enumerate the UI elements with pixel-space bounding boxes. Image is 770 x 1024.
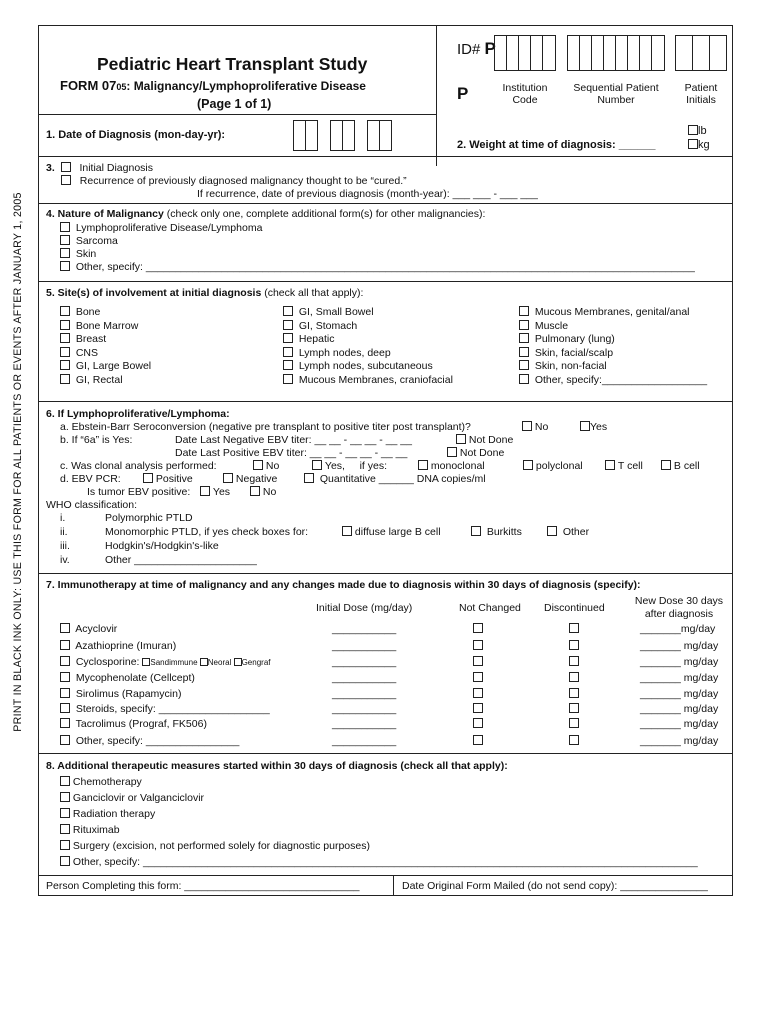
q3-recurrence: Recurrence of previously diagnosed malignancy thought to be “cured.”	[61, 175, 407, 188]
who-item-text: Monomorphic PTLD, if yes check boxes for:	[105, 526, 309, 538]
q8-label: 8. Additional therapeutic measures started within 30 days of diagnosis (check all that apply):	[46, 760, 508, 772]
who-diffuse: diffuse large B cell	[342, 526, 441, 539]
kg-checkbox[interactable]	[688, 139, 698, 149]
q6-ebv-text: Is tumor EBV positive:	[87, 486, 191, 498]
new-dose-field[interactable]: _______ mg/day	[640, 703, 719, 715]
initial-dose-field[interactable]: ___________	[332, 718, 397, 730]
drug-checkbox[interactable]	[60, 688, 70, 698]
discontinued-checkbox[interactable]	[569, 623, 579, 636]
discontinued-checkbox[interactable]	[569, 656, 579, 669]
id-boxes-1[interactable]	[494, 35, 556, 71]
q3-initial: 3. Initial Diagnosis	[46, 162, 153, 174]
divider-5	[39, 573, 732, 574]
divider-1	[39, 156, 732, 157]
q6c-text: c. Was clonal analysis performed:	[60, 460, 217, 472]
q3-recurrence-checkbox[interactable]	[61, 175, 71, 185]
footer-date-mailed[interactable]: Date Original Form Mailed (do not send copy): _______________	[402, 880, 708, 892]
not-changed-checkbox[interactable]	[473, 656, 483, 669]
drug-row-label: Mycophenolate (Cellcept)	[60, 672, 195, 685]
drug-row-label: Steroids, specify: ___________________	[60, 703, 270, 716]
q5-col2: GI, Small Bowel GI, Stomach Hepatic Lymph nodes, deep Lymph nodes, subcutaneous Mucous Membranes, craniofacial	[283, 306, 453, 388]
q6-ebv-yes: Yes	[200, 486, 230, 499]
q6a-yes: Yes	[580, 421, 607, 434]
drug-checkbox[interactable]	[60, 672, 70, 682]
q6d-pos: Positive	[143, 473, 193, 486]
divider-3	[39, 281, 732, 282]
not-changed-checkbox[interactable]	[473, 703, 483, 716]
divider-2	[39, 203, 732, 204]
q7-label: 7. Immunotherapy at time of malignancy and any changes made due to diagnosis within 30 days of diagnosis (specify):	[46, 579, 641, 591]
institution-code-label: Institution Code	[502, 82, 548, 106]
form-name: FORM 0705: Malignancy/Lymphoproliferative Disease	[60, 78, 366, 93]
drug-checkbox[interactable]	[60, 640, 70, 650]
id-boxes-2[interactable]	[567, 35, 665, 71]
page-indicator: (Page 1 of 1)	[197, 97, 272, 111]
initial-dose-field[interactable]: ___________	[332, 735, 397, 747]
drug-checkbox[interactable]	[60, 703, 70, 713]
q4-option: Lymphoproliferative Disease/Lymphoma	[60, 222, 262, 235]
form-frame	[38, 25, 733, 896]
initial-dose-field[interactable]: ___________	[332, 672, 397, 684]
new-dose-field[interactable]: _______ mg/day	[640, 718, 719, 730]
who-other: Other	[547, 526, 589, 539]
new-dose-field[interactable]: _______ mg/day	[640, 688, 719, 700]
drug-checkbox[interactable]	[60, 718, 70, 728]
q4-label: 4. Nature of Malignancy (check only one, complete additional form(s) for other malignancies):	[46, 208, 486, 220]
q5-col3: Mucous Membranes, genital/anal Muscle Pulmonary (lung) Skin, facial/scalp Skin, non-facial Other, specify:__________________	[519, 306, 707, 388]
new-dose-field[interactable]: _______ mg/day	[640, 672, 719, 684]
who-item-num: i.	[60, 512, 66, 524]
footer-divider	[393, 875, 394, 896]
discontinued-checkbox[interactable]	[569, 703, 579, 716]
lb-checkbox[interactable]	[688, 125, 698, 135]
q7-col-initial: Initial Dose (mg/day)	[316, 602, 413, 614]
new-dose-field[interactable]: _______mg/day	[640, 623, 716, 635]
q6a-no: No	[522, 421, 548, 434]
q6-label: 6. If Lymphoproliferative/Lymphoma:	[46, 408, 230, 420]
q3-recurrence-date: If recurrence, date of previous diagnosis (month-year): ___ ___ - ___ ___	[197, 188, 538, 200]
who-item-num: iii.	[60, 540, 70, 552]
not-changed-checkbox[interactable]	[473, 735, 483, 748]
q6b-pos-notdone: Not Done	[447, 447, 504, 460]
q1-label: 1. Date of Diagnosis (mon-day-yr):	[46, 129, 226, 141]
q6d-text: d. EBV PCR:	[60, 473, 121, 485]
drug-row-label: Azathioprine (Imuran)	[60, 640, 176, 653]
who-item-text: Polymorphic PTLD	[105, 512, 193, 524]
who-item-text: Other _____________________	[105, 554, 257, 566]
q5-label: 5. Site(s) of involvement at initial diagnosis (check all that apply):	[46, 287, 364, 299]
q7-col-discontinued: Discontinued	[544, 602, 605, 614]
q2-label: 2. Weight at time of diagnosis: ______	[457, 139, 656, 151]
q8-options: Chemotherapy Ganciclovir or Valganciclovir Radiation therapy Rituximab Surgery (excision, not performed solely for diagnostic purposes) Other, specify: _______________________________________________________________________________________________	[60, 774, 698, 870]
drug-row-label: Sirolimus (Rapamycin)	[60, 688, 181, 701]
drug-row-label: Other, specify: ________________	[60, 735, 239, 748]
header-hline	[39, 114, 436, 115]
sequential-patient-number-label: Sequential Patient Number	[573, 82, 659, 106]
q6b-neg: Date Last Negative EBV titer: __ __ - __ __ - __ __	[175, 434, 412, 446]
who-item-num: ii.	[60, 526, 68, 538]
who-item-text: Hodgkin's/Hodgkin's-like	[105, 540, 219, 552]
initial-dose-field[interactable]: ___________	[332, 623, 397, 635]
discontinued-checkbox[interactable]	[569, 718, 579, 731]
not-changed-checkbox[interactable]	[473, 688, 483, 701]
discontinued-checkbox[interactable]	[569, 688, 579, 701]
q6-who: WHO classification:	[46, 499, 138, 511]
drug-row-label: Cyclosporine: Sandimmune Neoral Gengraf	[60, 656, 270, 669]
q6c-tcell: T cell	[605, 460, 643, 473]
q2-units: lb kg	[688, 124, 710, 152]
new-dose-field[interactable]: _______ mg/day	[640, 640, 719, 652]
q6c-poly: polyclonal	[523, 460, 583, 473]
patient-initials-label: Patient Initials	[684, 82, 718, 106]
q6-ebv-no: No	[250, 486, 276, 499]
q7-col-newdose: New Dose 30 days after diagnosis	[634, 595, 724, 620]
initial-dose-field[interactable]: ___________	[332, 640, 397, 652]
q6c-mono: monoclonal	[418, 460, 485, 473]
not-changed-checkbox[interactable]	[473, 623, 483, 636]
divider-7	[39, 875, 732, 876]
drug-row-label: Tacrolimus (Prograf, FK506)	[60, 718, 207, 731]
q4-option: Sarcoma	[60, 235, 118, 248]
divider-4	[39, 401, 732, 402]
drug-checkbox[interactable]	[60, 656, 70, 666]
q6c-bcell: B cell	[661, 460, 700, 473]
q4-option: Skin	[60, 248, 96, 261]
who-item-num: iv.	[60, 554, 70, 566]
q6c-no: No	[253, 460, 279, 473]
q4-option: Other, specify: ______________________________________________________________________________________________	[60, 261, 695, 274]
q6c-yes: Yes, if yes:	[312, 460, 387, 473]
drug-row-label: Acyclovir	[60, 623, 117, 636]
header-divider	[436, 26, 437, 166]
q6b-pos: Date Last Positive EBV titer: __ __ - __ __ - __ __	[175, 447, 408, 459]
discontinued-checkbox[interactable]	[569, 672, 579, 685]
side-instruction: PRINT IN BLACK INK ONLY: USE THIS FORM FOR ALL PATIENTS OR EVENTS AFTER JANUARY 1, 2005	[12, 192, 24, 732]
footer-person[interactable]: Person Completing this form: ______________________________	[46, 880, 360, 892]
q7-col-notchanged: Not Changed	[459, 602, 521, 614]
initial-dose-field[interactable]: ___________	[332, 688, 397, 700]
p-label: P	[457, 84, 469, 103]
drug-checkbox[interactable]	[60, 735, 70, 745]
who-burkitts: Burkitts	[471, 526, 522, 539]
id-label: ID# P	[457, 39, 496, 58]
id-boxes-3[interactable]	[675, 35, 727, 71]
q5-col1: Bone Bone Marrow Breast CNS GI, Large Bowel GI, Rectal	[60, 306, 151, 388]
discontinued-checkbox[interactable]	[569, 735, 579, 748]
q6a-text: a. Ebstein-Barr Seroconversion (negative pre transplant to positive titer post transplant)?	[60, 421, 471, 433]
divider-6	[39, 753, 732, 754]
not-changed-checkbox[interactable]	[473, 672, 483, 685]
q6b-neg-notdone: Not Done	[456, 434, 513, 447]
not-changed-checkbox[interactable]	[473, 640, 483, 653]
initial-dose-field[interactable]: ___________	[332, 703, 397, 715]
new-dose-field[interactable]: _______ mg/day	[640, 656, 719, 668]
new-dose-field[interactable]: _______ mg/day	[640, 735, 719, 747]
initial-dose-field[interactable]: ___________	[332, 656, 397, 668]
q6b-text: b. If “6a” is Yes:	[60, 434, 133, 446]
drug-checkbox[interactable]	[60, 623, 70, 633]
q6d-quant: Quantitative ______ DNA copies/ml	[304, 473, 486, 486]
discontinued-checkbox[interactable]	[569, 640, 579, 653]
form-title: Pediatric Heart Transplant Study	[97, 54, 368, 74]
q3-initial-checkbox[interactable]	[61, 162, 71, 172]
q6d-neg: Negative	[223, 473, 277, 486]
not-changed-checkbox[interactable]	[473, 718, 483, 731]
